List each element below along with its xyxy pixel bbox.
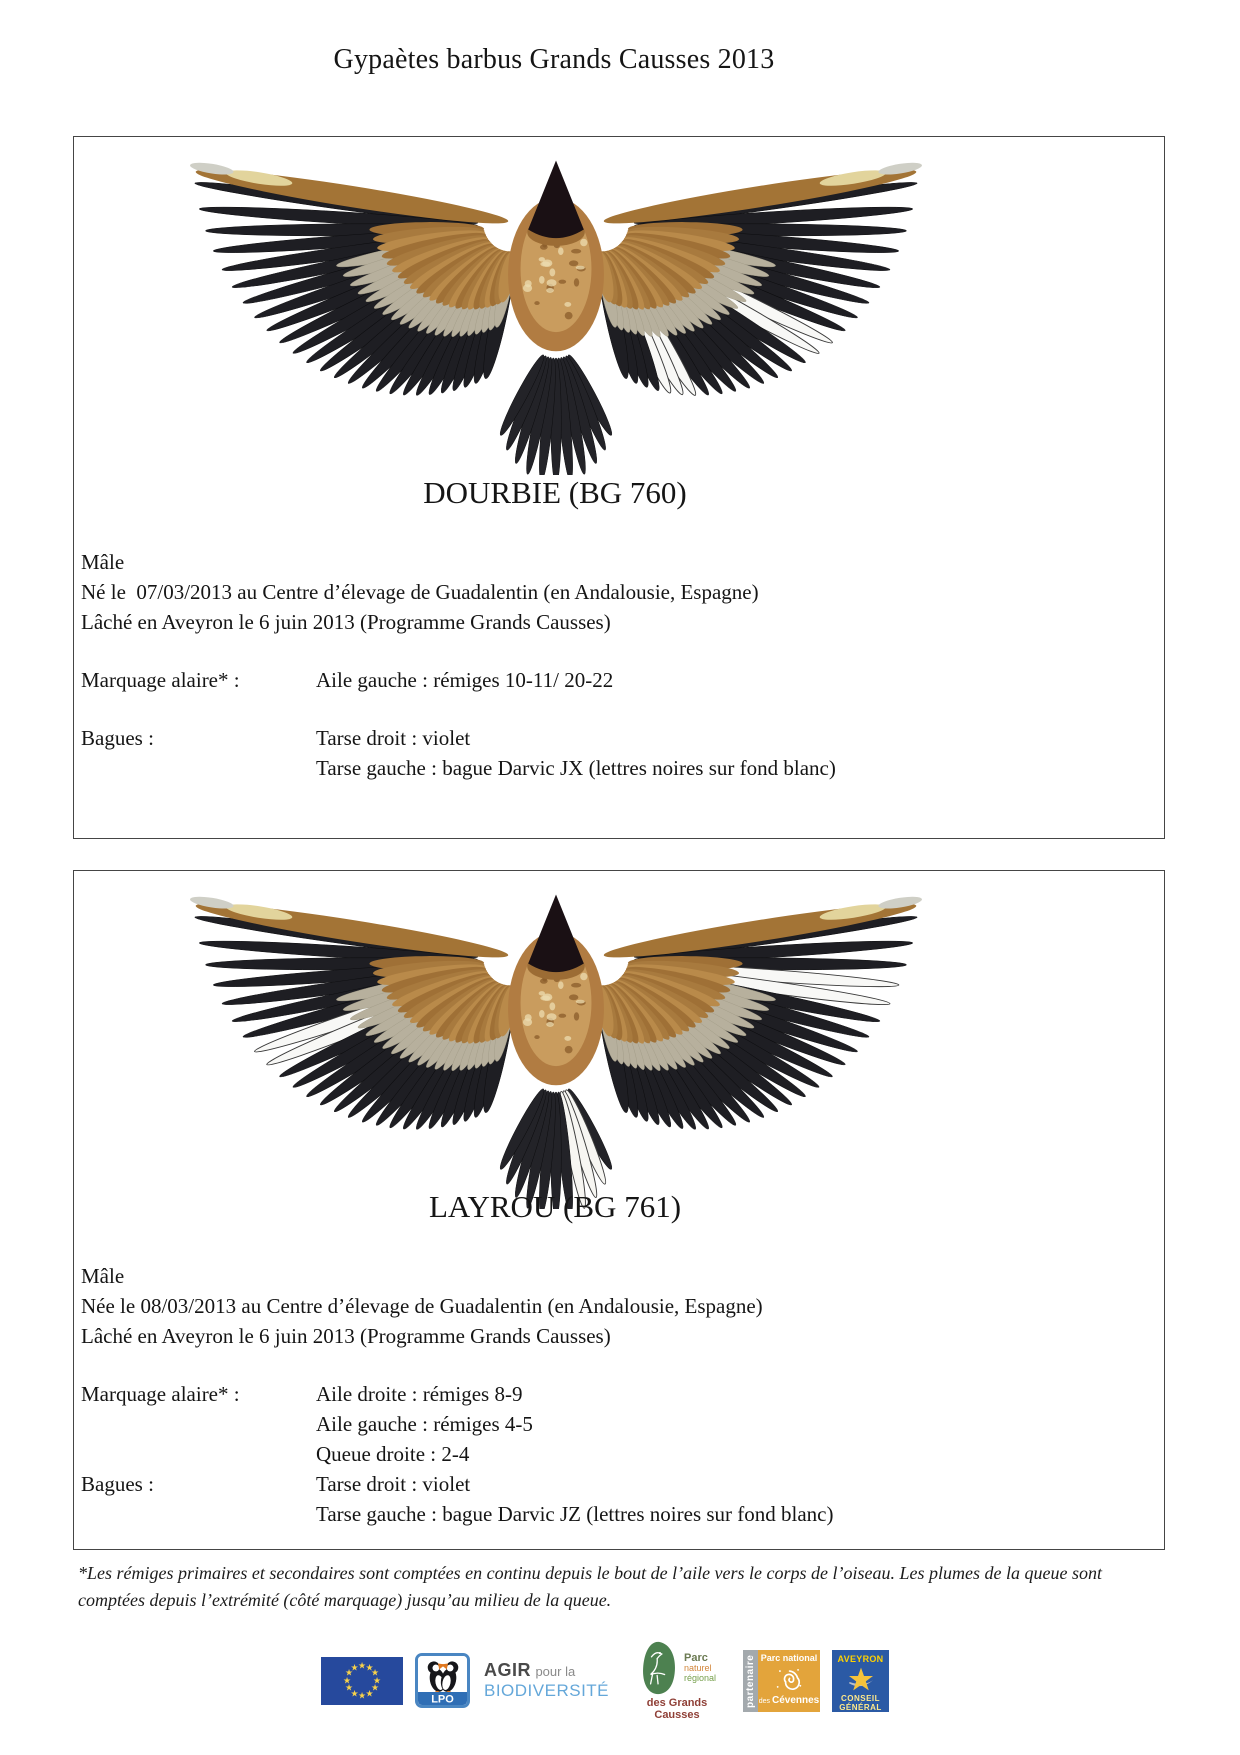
eu-star-icon: ★ [365, 1662, 374, 1672]
bird-card [73, 870, 1165, 1550]
conseil-label: CONSEIL [840, 1693, 881, 1703]
eu-star-icon: ★ [357, 1660, 367, 1670]
cards-container [0, 136, 1240, 1550]
eu-star-icon: ★ [370, 1667, 380, 1678]
eu-star-icon: ★ [350, 1688, 359, 1698]
parc-grands-causses-logo [623, 1640, 731, 1721]
marking-value: Aile gauche : rémiges 10-11/ 20-22 [316, 668, 614, 692]
vulture-sketch-icon [638, 1640, 680, 1696]
vulture-top-view-illustration [156, 149, 956, 475]
marking-values [316, 1469, 1157, 1529]
agir-word: AGIR [483, 1660, 531, 1680]
agir-biodiversite-logo [482, 1661, 611, 1700]
bird-release: Lâché en Aveyron le 6 juin 2013 (Programme Grands Causses) [81, 1324, 611, 1348]
pgc-parc: Parc [684, 1652, 708, 1664]
eu-star-icon: ★ [344, 1667, 354, 1678]
marking-section [81, 1379, 1157, 1469]
pgc-naturel: naturel [684, 1663, 712, 1673]
logo-strip [0, 1640, 1225, 1721]
puffins-icon [418, 1656, 467, 1705]
pgc-regional: régional [684, 1673, 717, 1683]
agir-biodiversite: BIODIVERSITÉ [483, 1681, 610, 1700]
eu-star-icon: ★ [350, 1662, 359, 1672]
svg-text:LPO: LPO [431, 1693, 454, 1705]
marking-table [81, 665, 1157, 783]
cevennes-des: des [758, 1697, 772, 1705]
bird-birth: Née le 08/03/2013 au Centre d’élevage de Guadalentin (en Andalousie, Espagne) [81, 1294, 763, 1318]
marking-label: Marquage alaire* : [81, 668, 240, 692]
eu-star-icon: ★ [370, 1682, 380, 1693]
conseil-general-label [832, 1694, 889, 1712]
marking-values [316, 723, 1157, 783]
agir-pour-la: pour la [535, 1664, 576, 1679]
bird-sex: Mâle [81, 1264, 125, 1288]
footnote: *Les rémiges primaires et secondaires sont comptées en continu depuis le bout de l’aile vers le corps de l’oiseau. Les plumes de la queue sont comptées depuis l’extrémité (côté marquage) jusqu’au milieu de la queue. [78, 1563, 1102, 1610]
general-label: GÉNÉRAL [839, 1702, 882, 1712]
cevennes-name: Cévennes [772, 1694, 820, 1706]
eu-star-icon: ★ [357, 1690, 367, 1700]
aveyron-label: AVEYRON [837, 1653, 884, 1664]
cevennes-bottom-label [758, 1695, 820, 1706]
bird-info [81, 1261, 1157, 1529]
marking-values [316, 665, 1157, 695]
star-icon [844, 1664, 878, 1694]
marking-value: Tarse droit : violet [316, 1472, 471, 1496]
marking-value: Tarse droit : violet [316, 726, 471, 750]
marking-value: Tarse gauche : bague Darvic JX (lettres noires sur fond blanc) [316, 756, 836, 780]
bird-sex: Mâle [81, 550, 125, 574]
partenaire-tab: partenaire [743, 1650, 758, 1712]
eu-star-icon: ★ [372, 1675, 382, 1685]
marking-label: Marquage alaire* : [81, 1382, 240, 1406]
pgc-grands-causses: des Grands Causses [646, 1697, 708, 1721]
marking-values [316, 1379, 1157, 1469]
eu-star-icon: ★ [342, 1675, 352, 1685]
cevennes-top-label: Parc national [760, 1652, 818, 1663]
marking-value: Aile droite : rémiges 8-9 [316, 1382, 523, 1406]
marking-value: Tarse gauche : bague Darvic JZ (lettres noires sur fond blanc) [316, 1502, 834, 1526]
marking-table [81, 1379, 1157, 1529]
marking-section [81, 665, 1157, 695]
page-title: Gypaètes barbus Grands Causses 2013 [333, 44, 775, 75]
aveyron-conseil-general-logo [832, 1650, 889, 1712]
eu-star-icon: ★ [344, 1682, 354, 1693]
bird-info [81, 547, 1157, 783]
lpo-logo [415, 1653, 470, 1708]
bird-name: LAYROU (BG 761) [428, 1189, 682, 1224]
eu-star-icon: ★ [365, 1688, 374, 1698]
marking-value: Aile gauche : rémiges 4-5 [316, 1412, 533, 1436]
marking-value: Queue droite : 2-4 [316, 1442, 470, 1466]
bird-release: Lâché en Aveyron le 6 juin 2013 (Programme Grands Causses) [81, 610, 611, 634]
spiral-icon [772, 1663, 806, 1695]
parc-national-cevennes-logo [743, 1650, 820, 1712]
marking-section [81, 723, 1157, 783]
marking-section [81, 1469, 1157, 1529]
eu-flag-logo [321, 1657, 403, 1705]
bird-birth: Né le 07/03/2013 au Centre d’élevage de Guadalentin (en Andalousie, Espagne) [81, 580, 759, 604]
marking-label: Bagues : [81, 726, 154, 750]
bird-name: DOURBIE (BG 760) [423, 475, 687, 510]
vulture-top-view-illustration [156, 883, 956, 1209]
bird-card [73, 136, 1165, 839]
marking-label: Bagues : [81, 1472, 154, 1496]
